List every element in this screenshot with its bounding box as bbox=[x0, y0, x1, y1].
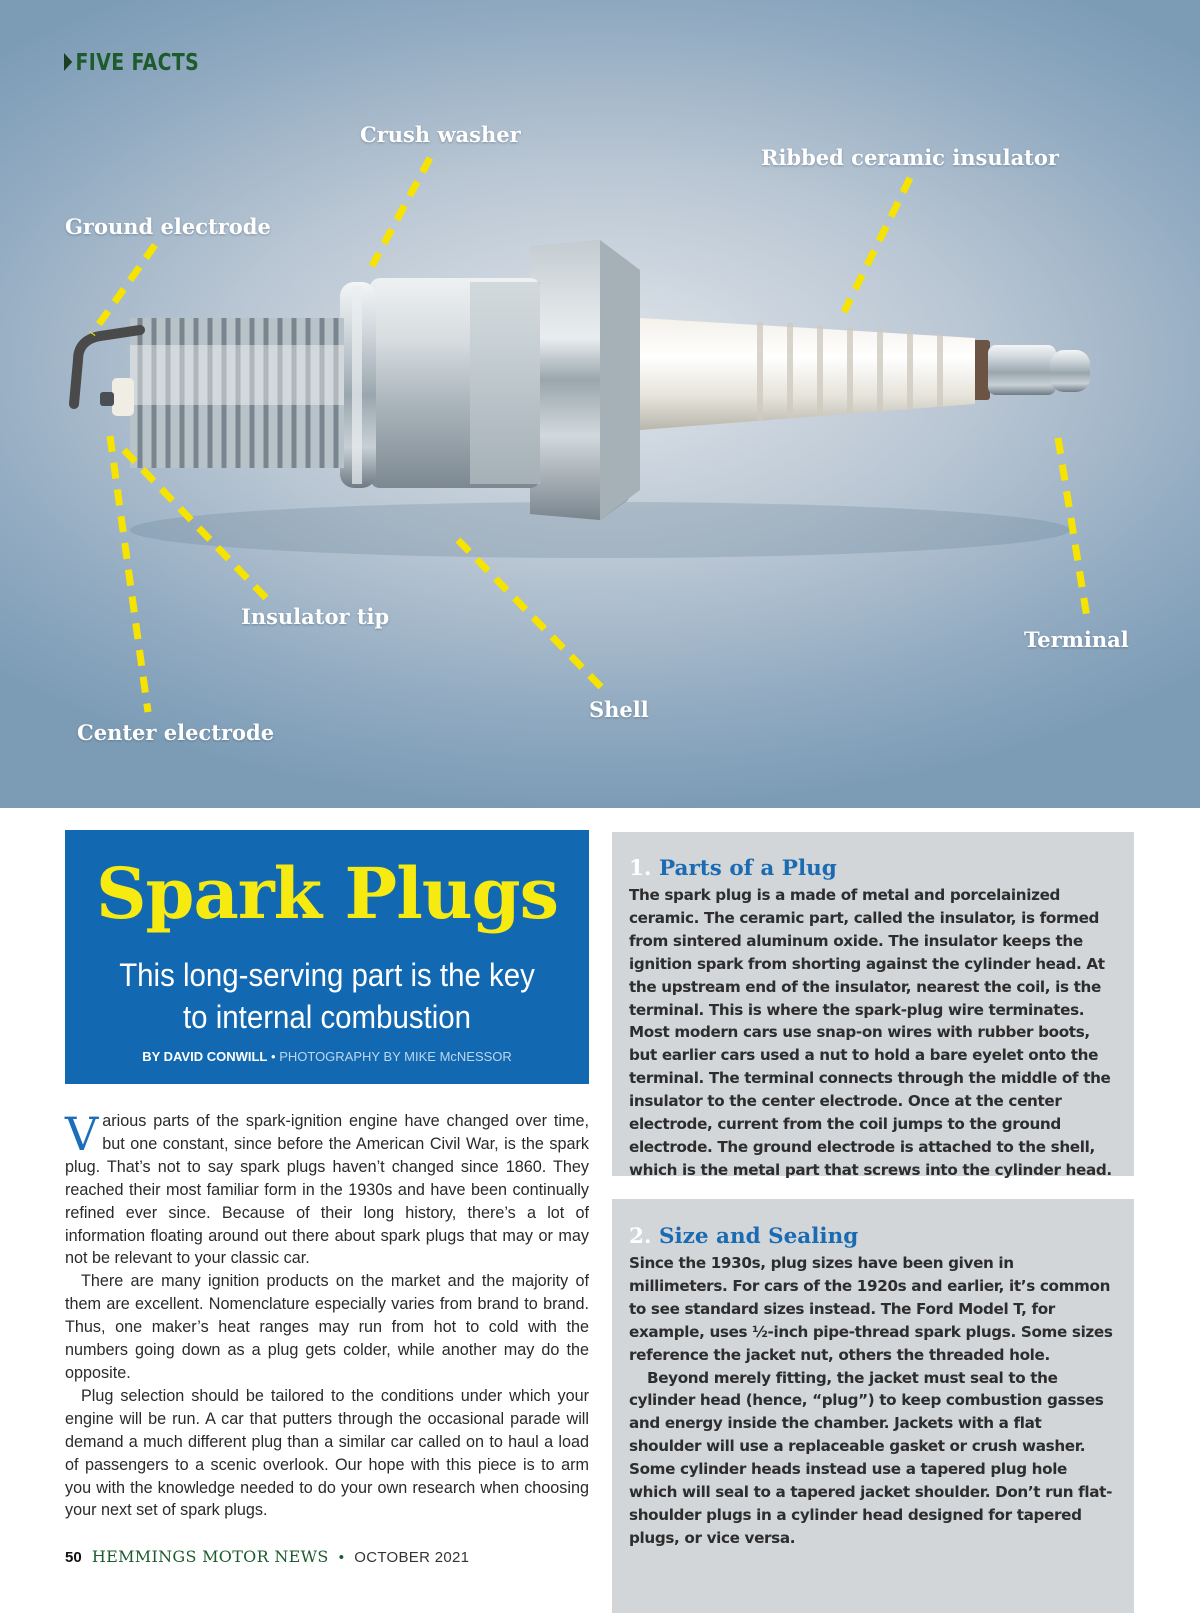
callout-terminal: Terminal bbox=[1024, 627, 1129, 652]
insulator-tip-part bbox=[112, 378, 134, 416]
triangle-icon bbox=[64, 53, 72, 71]
center-electrode-part bbox=[100, 392, 114, 406]
article-paragraph-2: There are many ignition products on the market and the majority of them are excellent. Nomenclature especially varies from brand to brand. Thus, one maker’s heat ranges may run from hot to cold with the numbers going down as a plug gets colder, while another may do the opposite. bbox=[65, 1272, 589, 1382]
shell-part bbox=[370, 278, 540, 488]
callout-center-electrode: Center electrode bbox=[77, 720, 275, 745]
drop-cap: V bbox=[65, 1107, 99, 1161]
callout-insulator-tip: Insulator tip bbox=[241, 604, 390, 629]
crush-washer-part bbox=[340, 282, 376, 488]
callout-crush-washer: Crush washer bbox=[360, 122, 521, 147]
article-paragraph-1: Various parts of the spark-ignition engine have changed over time, but one constant, since before the American Civil War, is the spark plug. That’s not to say spark plugs haven’t changed since 1860. They reached their most familiar form in the 1930s and have been continually refined ever since. Because of their long history, there’s a lot of information floating around out there about spark plugs that may or may not be relevant to your classic car. bbox=[65, 1107, 589, 1268]
callout-ribbed-insulator: Ribbed ceramic insulator bbox=[761, 145, 1059, 170]
magazine-name: HEMMINGS MOTOR NEWS bbox=[91, 1547, 329, 1566]
deck: This long-serving part is the key to internal combustion bbox=[119, 957, 535, 1035]
terminal-part bbox=[972, 340, 1090, 400]
fact-heading-2: 2. Size and Sealing bbox=[629, 1224, 859, 1249]
fact-heading-1: 1. Parts of a Plug bbox=[629, 856, 837, 881]
hex-nut-part bbox=[530, 240, 640, 520]
title-box bbox=[65, 830, 589, 1084]
author-credit: BY DAVID CONWILL bbox=[142, 1049, 268, 1064]
page-footer bbox=[65, 1547, 469, 1566]
threads-part bbox=[130, 318, 344, 468]
byline bbox=[65, 1049, 589, 1064]
callout-ground-electrode: Ground electrode bbox=[65, 214, 271, 239]
fact-text-1: The spark plug is a made of metal and porcelainized ceramic. The ceramic part, called the insulator, is formed from sintered aluminum oxide. The insulator keeps the ignition spark from shorting against the cylinder head. At the upstream end of the insulator, nearest the coil, is the terminal. This is where the spark-plug wire terminates. Most modern cars use snap-on wires with rubber boots, but earlier cars used a nut to hold a bare eyelet onto the terminal. The terminal connects through the middle of the insulator to the center electrode. Once at the center electrode, current from the coil jumps to the ground electrode. The ground electrode is attached to the shell, which is the metal part that screws into the cylinder head. bbox=[629, 886, 1112, 1179]
headline: Spark Plugs bbox=[95, 852, 559, 935]
fact-box-2 bbox=[612, 1199, 1134, 1613]
section-kicker: FIVE FACTS bbox=[64, 50, 199, 76]
article-body bbox=[65, 1107, 589, 1522]
article-paragraph-3: Plug selection should be tailored to the conditions under which your engine will be run. A car that putters through the occasional parade will demand a much different plug than a similar car called on to haul a load of passengers to a scenic overlook. Our hope with this piece is to arm you with the knowledge needed to do your own research when choosing your next set of spark plugs. bbox=[65, 1386, 589, 1520]
issue-date: OCTOBER 2021 bbox=[354, 1549, 470, 1566]
callout-shell: Shell bbox=[589, 697, 649, 722]
footer-separator: • bbox=[338, 1549, 345, 1566]
fact-text-2: Since the 1930s, plug sizes have been given in millimeters. For cars of the 1920s and earlier, it’s common to see standard sizes instead. The Ford Model T, for example, uses ½-inch pipe-thread spark plugs. Some sizes reference the jacket nut, others the threaded hole. Beyond merely fitting, the jacket must seal to the cylinder head (hence, “plug”) to keep combustion gasses and energy inside the chamber. Jackets with a flat shoulder will use a replaceable gasket or crush washer. Some cylinder heads instead use a tapered plug hole which will seal to a tapered jacket shoulder. Don’t run flat-shoulder plugs in a cylinder head designed for tapered plugs, or vice versa. bbox=[629, 1254, 1113, 1547]
page-number: 50 bbox=[65, 1549, 82, 1566]
photo-credit: PHOTOGRAPHY BY MIKE McNESSOR bbox=[279, 1049, 512, 1064]
fact-box-1 bbox=[612, 832, 1134, 1179]
byline-separator: • bbox=[271, 1049, 276, 1064]
insulator-part bbox=[640, 318, 975, 430]
